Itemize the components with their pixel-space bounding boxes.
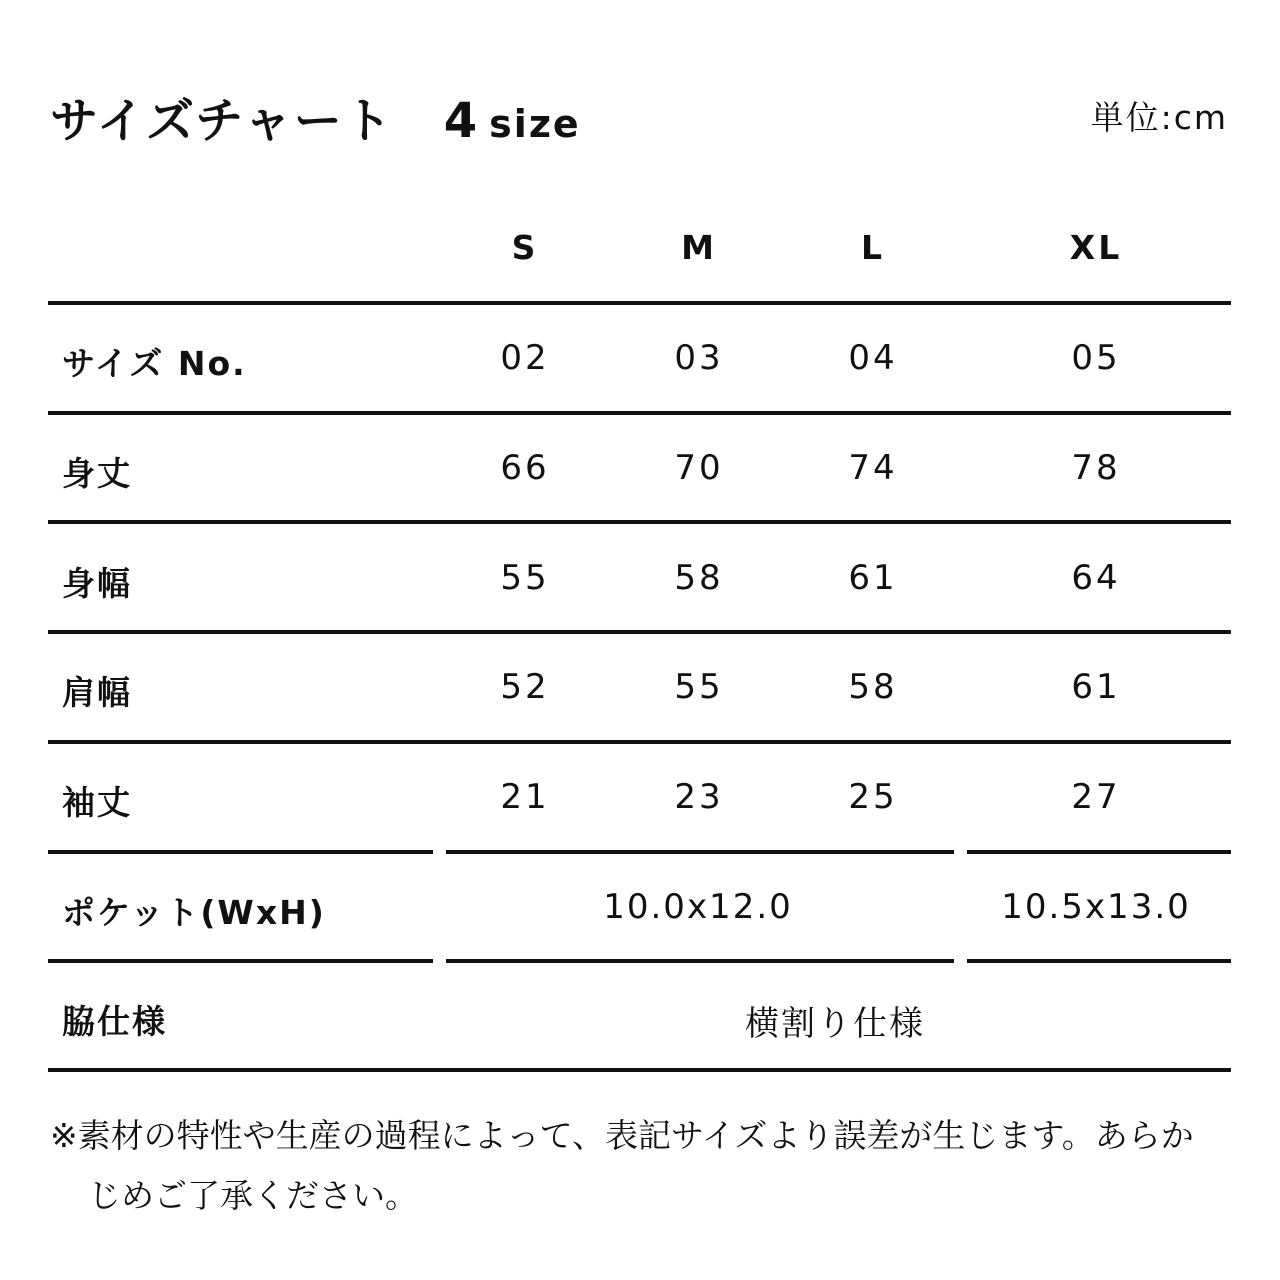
table-rule-segment bbox=[967, 959, 1231, 963]
chart-title bbox=[50, 82, 581, 151]
table-cell: 58 bbox=[848, 667, 898, 707]
table-cell: 70 bbox=[674, 448, 724, 488]
row-label-pocket: ポケット(WxH) bbox=[62, 893, 326, 932]
table-cell: 64 bbox=[1071, 558, 1121, 598]
table-rule bbox=[48, 411, 1231, 415]
table-cell: 23 bbox=[674, 777, 724, 817]
table-cell: 21 bbox=[500, 777, 550, 817]
column-header-s: S bbox=[511, 228, 539, 267]
table-cell: 66 bbox=[500, 448, 550, 488]
table-cell: 58 bbox=[674, 558, 724, 598]
table-cell: 55 bbox=[500, 558, 550, 598]
table-cell: 03 bbox=[674, 338, 724, 378]
unit-label: 単位:cm bbox=[1090, 98, 1228, 137]
row-label-sleeve-length: 袖丈 bbox=[62, 783, 132, 822]
row-label-body-length: 身丈 bbox=[62, 454, 132, 493]
column-header-m: M bbox=[681, 228, 717, 267]
table-rule bbox=[48, 520, 1231, 524]
table-cell: 61 bbox=[1071, 667, 1121, 707]
table-rule-segment bbox=[48, 959, 433, 963]
table-cell: 55 bbox=[674, 667, 724, 707]
table-rule bbox=[48, 740, 1231, 744]
table-rule-top bbox=[48, 301, 1231, 305]
table-cell: 27 bbox=[1071, 777, 1121, 817]
footnote-line-1: ※素材の特性や生産の過程によって、表記サイズより誤差が生じます。あらか bbox=[50, 1116, 1194, 1155]
table-cell: 25 bbox=[848, 777, 898, 817]
title-main: サイズチャート bbox=[50, 93, 394, 149]
table-rule-segment bbox=[446, 959, 954, 963]
table-cell: 52 bbox=[500, 667, 550, 707]
table-rule-segment bbox=[446, 850, 954, 854]
table-cell: 04 bbox=[848, 338, 898, 378]
table-cell: 74 bbox=[848, 448, 898, 488]
table-rule bbox=[48, 630, 1231, 634]
pocket-size-s-to-l: 10.0x12.0 bbox=[603, 887, 793, 927]
table-rule-bottom bbox=[48, 1068, 1231, 1072]
column-header-l: L bbox=[860, 228, 886, 267]
table-cell: 61 bbox=[848, 558, 898, 598]
table-cell: 05 bbox=[1071, 338, 1121, 378]
footnote-line-2: じめご了承ください。 bbox=[88, 1176, 418, 1215]
table-cell: 78 bbox=[1071, 448, 1121, 488]
row-label-side-seam: 脇仕様 bbox=[62, 1002, 167, 1041]
title-size-count: 4 bbox=[443, 93, 480, 149]
footnote bbox=[50, 1106, 1230, 1226]
column-header-xl: XL bbox=[1069, 228, 1123, 267]
row-label-body-width: 身幅 bbox=[62, 564, 132, 603]
row-label-size-no: サイズ No. bbox=[62, 344, 247, 383]
pocket-size-xl: 10.5x13.0 bbox=[1001, 887, 1191, 927]
table-rule-segment bbox=[48, 850, 433, 854]
title-size-word: size bbox=[489, 102, 581, 146]
side-seam-value: 横割り仕様 bbox=[745, 1004, 925, 1044]
table-cell: 02 bbox=[500, 338, 550, 378]
table-rule-segment bbox=[967, 850, 1231, 854]
row-label-shoulder-width: 肩幅 bbox=[62, 673, 132, 712]
